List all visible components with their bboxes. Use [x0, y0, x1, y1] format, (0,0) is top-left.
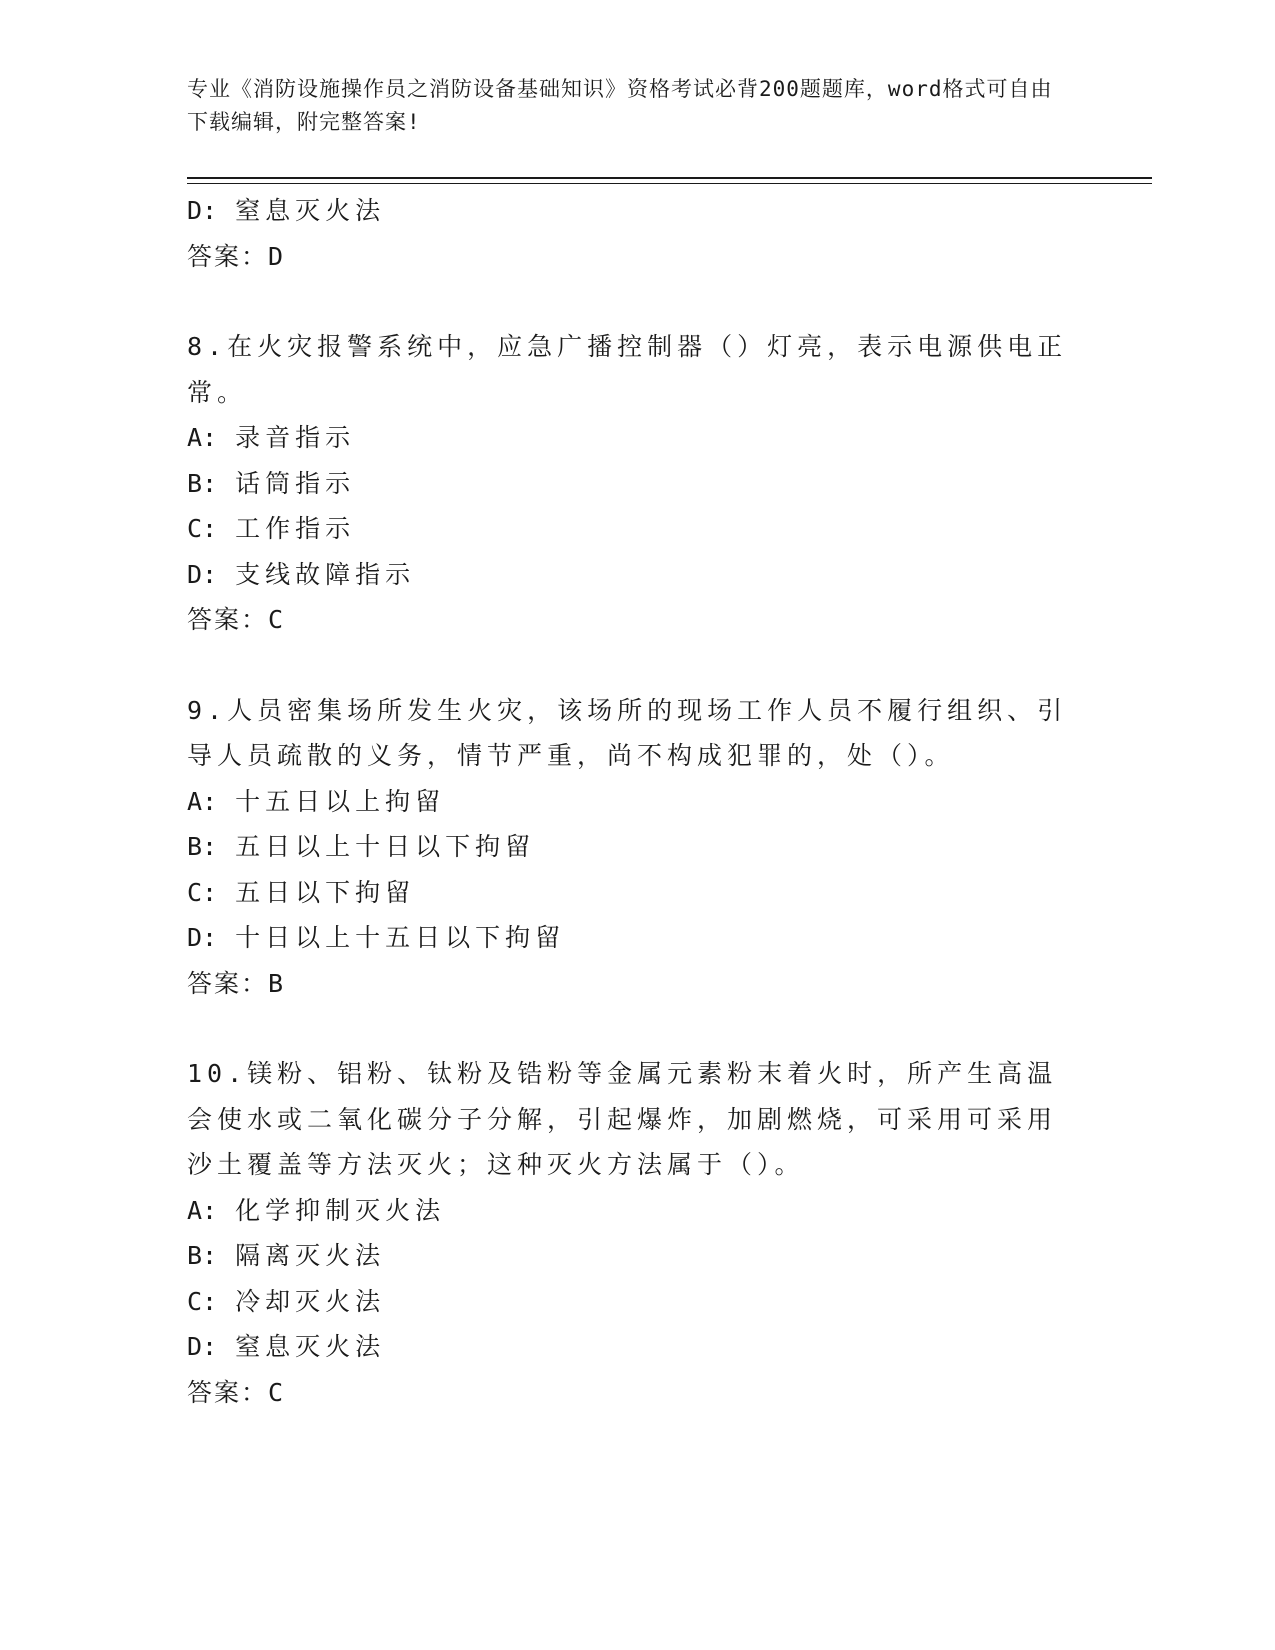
option-a: [187, 1188, 1087, 1234]
answer-label: 答案：: [187, 605, 269, 634]
option-b: [187, 461, 1087, 507]
option-text: 化学抑制灭火法: [235, 1195, 446, 1225]
option-key: D:: [187, 559, 218, 589]
option-key: D:: [187, 923, 218, 952]
answer-value: C: [268, 605, 284, 634]
option-b: [187, 824, 1087, 870]
option-text: 五日以下拘留: [235, 877, 416, 907]
option-d: [187, 188, 1087, 234]
option-text: 冷却灭火法: [235, 1286, 386, 1316]
option-d: [187, 552, 1087, 598]
option-text: 十日以上十五日以下拘留: [235, 923, 566, 952]
option-text: 窒息灭火法: [235, 196, 386, 225]
answer-value: D: [268, 241, 284, 271]
question-8: [187, 324, 1087, 643]
question-text: 8.在火灾报警系统中，应急广播控制器（）灯亮，表示电源供电正常。: [187, 332, 1068, 407]
header-divider-thin: [187, 183, 1152, 184]
document-header: 专业《消防设施操作员之消防设备基础知识》资格考试必背200题题库，word格式可自由下载编辑，附完整答案!: [187, 77, 1053, 134]
question-9: [187, 688, 1087, 1007]
option-b: [187, 1233, 1087, 1279]
option-c: [187, 870, 1087, 916]
option-c: [187, 506, 1087, 552]
option-text: 工作指示: [235, 514, 356, 543]
question-10: [187, 1051, 1087, 1415]
option-key: B:: [187, 832, 218, 861]
answer-value: C: [268, 1377, 284, 1407]
option-text: 支线故障指示: [235, 559, 416, 589]
option-key: C:: [187, 1286, 218, 1316]
option-text: 隔离灭火法: [235, 1241, 386, 1270]
option-d: [187, 915, 1087, 961]
option-key: A:: [187, 786, 218, 816]
answer-label: 答案：: [187, 1377, 269, 1407]
question-text: 10.镁粉、铝粉、钛粉及锆粉等金属元素粉末着火时，所产生高温会使水或二氧化碳分子分解，引起爆炸，加剧燃烧，可采用可采用沙土覆盖等方法灭火；这种灭火方法属于（）。: [187, 1059, 1058, 1179]
option-d: [187, 1324, 1087, 1370]
option-key: B:: [187, 1241, 218, 1270]
question-text: 9.人员密集场所发生火灾，该场所的现场工作人员不履行组织、引导人员疏散的义务，情节严重，尚不构成犯罪的，处（）。: [187, 695, 1068, 770]
option-key: A:: [187, 1195, 218, 1225]
answer-line: [187, 597, 1087, 643]
question-content: [187, 188, 1087, 1415]
header-divider-thick: [187, 177, 1152, 179]
option-text: 五日以上十日以下拘留: [235, 832, 536, 861]
option-key: B:: [187, 468, 218, 498]
answer-line: [187, 1370, 1087, 1416]
option-key: C:: [187, 877, 218, 907]
answer-value: B: [268, 968, 284, 998]
answer-label: 答案：: [187, 968, 269, 998]
option-c: [187, 1279, 1087, 1325]
option-text: 话筒指示: [235, 468, 356, 498]
option-key: D:: [187, 1332, 218, 1361]
answer-line: [187, 961, 1087, 1007]
option-a: [187, 779, 1087, 825]
option-key: D:: [187, 196, 218, 225]
option-key: C:: [187, 514, 218, 543]
option-text: 窒息灭火法: [235, 1332, 386, 1361]
option-text: 录音指示: [235, 423, 356, 452]
option-text: 十五日以上拘留: [235, 786, 446, 816]
option-key: A:: [187, 423, 218, 452]
option-a: [187, 415, 1087, 461]
answer-line: [187, 234, 1087, 280]
answer-label: 答案：: [187, 241, 269, 271]
